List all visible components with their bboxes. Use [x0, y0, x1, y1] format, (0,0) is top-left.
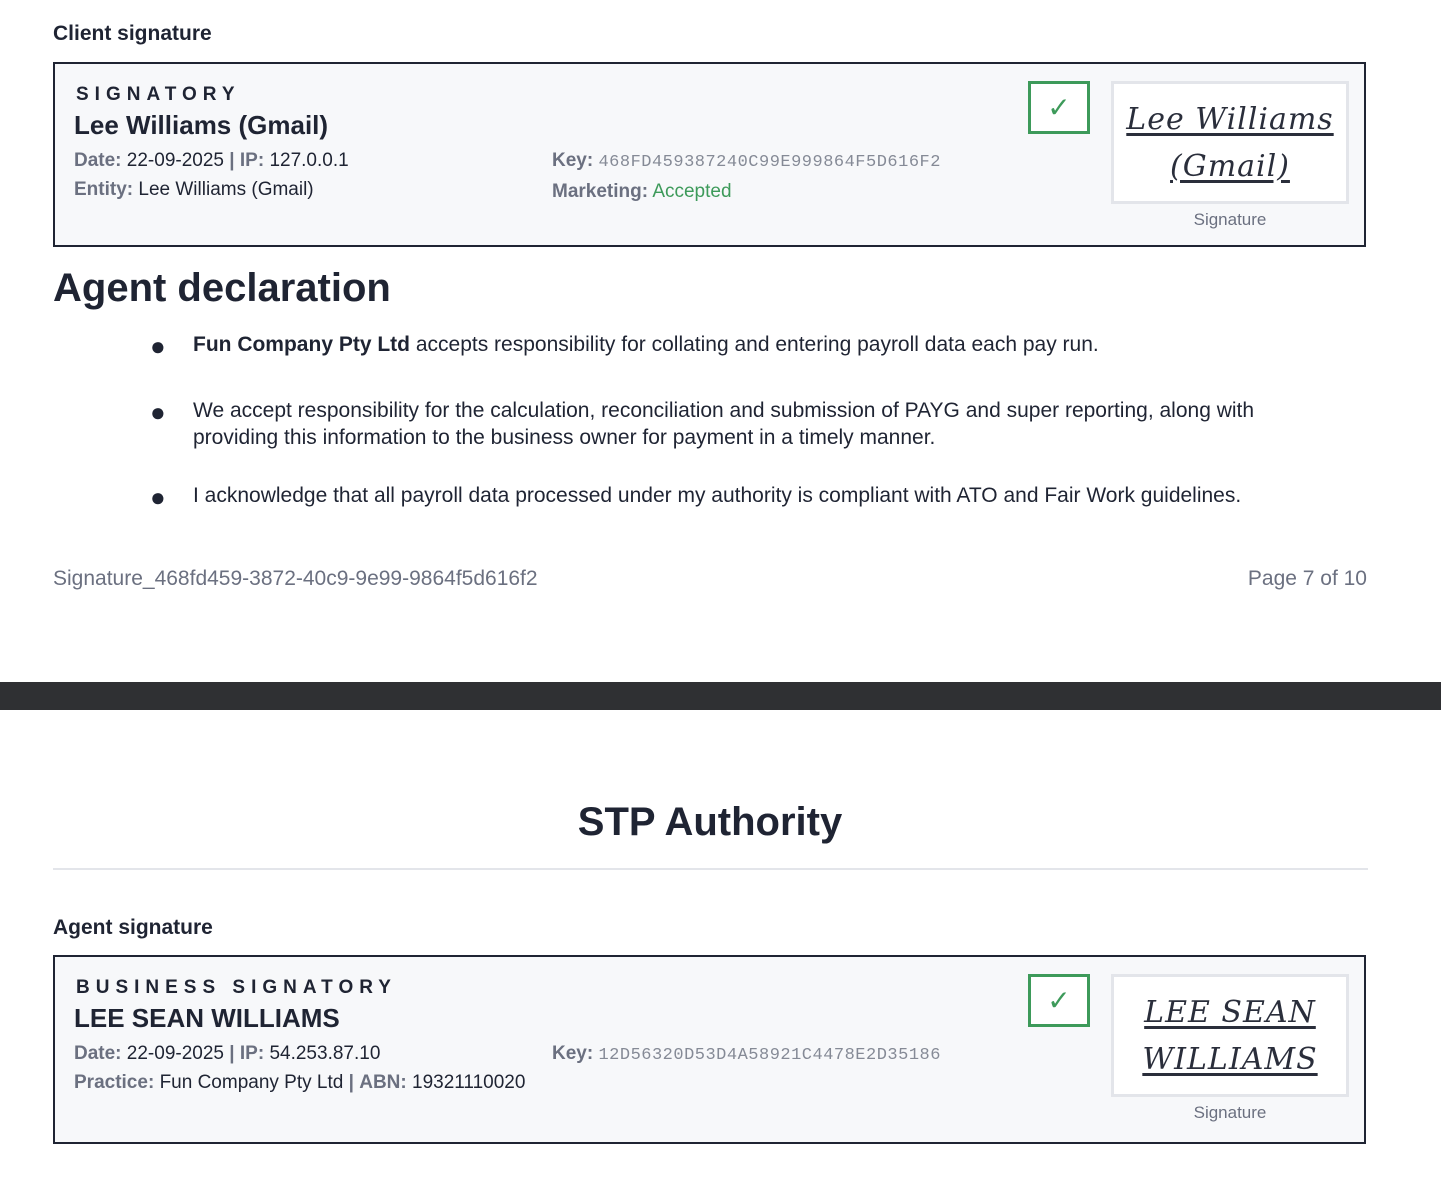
signer-name: Lee Williams (Gmail) — [74, 110, 329, 140]
signature-image — [1111, 974, 1349, 1097]
bullet-icon: ● — [150, 397, 166, 427]
signing-ip: 54.253.87.10 — [269, 1043, 381, 1064]
agent-declaration-heading: Agent declaration — [53, 266, 391, 310]
client-signature-label: Client signature — [53, 22, 212, 45]
agent-signature-card — [53, 955, 1366, 1144]
signing-date-ip: Date: 22-09-2025 | IP: 54.253.87.10 — [74, 1043, 381, 1064]
signature-caption: Signature — [1193, 210, 1267, 229]
title-divider — [53, 868, 1368, 870]
signature-line-1: Lee Williams — [1126, 101, 1334, 137]
verified-check-icon: ✓ — [1028, 974, 1090, 1027]
signing-ip: 127.0.0.1 — [269, 150, 349, 171]
key-line: Key: 468FD459387240C99E999864F5D616F2 — [552, 150, 941, 172]
signature-key: 468FD459387240C99E999864F5D616F2 — [598, 153, 941, 172]
entity-value: Lee Williams (Gmail) — [138, 179, 314, 200]
page-number: Page 7 of 10 — [1247, 567, 1367, 590]
signature-key: 12D56320D53D4A58921C4478E2D35186 — [598, 1046, 941, 1065]
document-page-8 — [0, 710, 1441, 1184]
agent-signature-label: Agent signature — [53, 916, 213, 939]
abn-value: 19321110020 — [412, 1072, 526, 1093]
marketing-status: Accepted — [652, 181, 732, 202]
signature-line-2: WILLIAMS — [1142, 1041, 1318, 1077]
marketing-line: Marketing: Accepted — [552, 181, 732, 202]
bullet-icon: ● — [150, 331, 166, 361]
client-signature-card — [53, 62, 1366, 247]
entity-line: Entity: Lee Williams (Gmail) — [74, 179, 314, 200]
declaration-item: ● I acknowledge that all payroll data processed under my authority is compliant with ATO and Fair Work guidelines. — [150, 482, 1242, 512]
signer-name: LEE SEAN WILLIAMS — [74, 1003, 340, 1033]
declaration-item: ● Fun Company Pty Ltd accepts responsibility for collating and entering payroll data each pay run. — [150, 331, 1099, 361]
practice-line: Practice: Fun Company Pty Ltd | ABN: 19321110020 — [74, 1072, 526, 1093]
signing-date: 22-09-2025 — [126, 1043, 224, 1064]
declaration-company: Fun Company Pty Ltd — [193, 333, 410, 356]
signing-date: 22-09-2025 — [126, 150, 224, 171]
signatory-role: SIGNATORY — [76, 84, 241, 105]
signatory-role: BUSINESS SIGNATORY — [76, 977, 397, 998]
key-line: Key: 12D56320D53D4A58921C4478E2D35186 — [552, 1043, 941, 1065]
signature-caption: Signature — [1193, 1103, 1267, 1122]
bullet-icon: ● — [150, 482, 166, 512]
stp-authority-title: STP Authority — [577, 800, 843, 844]
declaration-item: ● We accept responsibility for the calculation, reconciliation and submission of PAYG and super reporting, along with providing this information to the business owner for payment in a timely manner. — [150, 397, 1255, 449]
document-id: Signature_468fd459-3872-40c9-9e99-9864f5d616f2 — [53, 567, 538, 590]
signature-image — [1111, 81, 1349, 204]
practice-value: Fun Company Pty Ltd — [159, 1072, 344, 1093]
signing-date-ip: Date: 22-09-2025 | IP: 127.0.0.1 — [74, 150, 349, 171]
verified-check-icon: ✓ — [1028, 81, 1090, 134]
signature-line-1: LEE SEAN — [1144, 994, 1316, 1030]
page-break-divider — [0, 682, 1441, 710]
signature-line-2: (Gmail) — [1170, 148, 1290, 184]
